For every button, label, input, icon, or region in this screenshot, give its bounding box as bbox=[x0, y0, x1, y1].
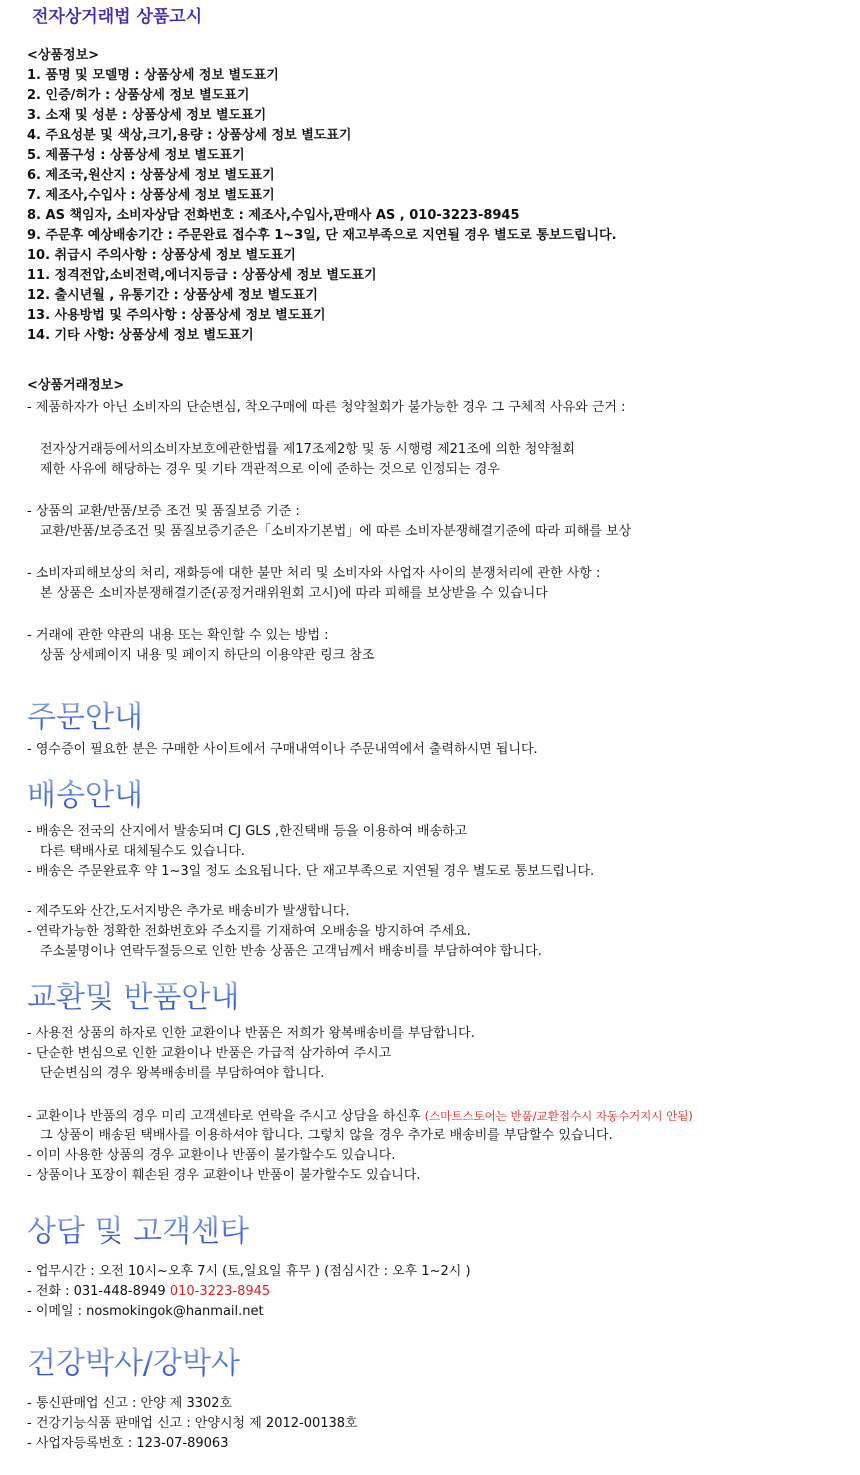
product-info-item: 13. 사용방법 및 주의사항 : 상품상세 정보 별도표기 bbox=[27, 308, 326, 323]
product-info-item: 1. 품명 및 모델명 : 상품상세 정보 별도표기 bbox=[27, 68, 279, 83]
trade-info-line: - 상품의 교환/반품/보증 조건 및 품질보증 기준 : bbox=[27, 504, 300, 519]
exchange-line: - 단순한 변심으로 인한 교환이나 반품은 가급적 삼가하여 주시고 bbox=[27, 1046, 392, 1061]
product-info-item: 6. 제조국,원산지 : 상품상세 정보 별도표기 bbox=[27, 168, 275, 183]
page-title: 전자상거래법 상품고시 bbox=[32, 7, 203, 27]
product-info-item: 5. 제품구성 : 상품상세 정보 별도표기 bbox=[27, 148, 245, 163]
support-phone-mobile: 010-3223-8945 bbox=[169, 1284, 271, 1299]
exchange-line: - 사용전 상품의 하자로 인한 교환이나 반품은 저희가 왕복배송비를 부담합니다. bbox=[27, 1026, 475, 1041]
product-info-header: <상품정보> bbox=[27, 48, 100, 63]
trade-info-header: <상품거래정보> bbox=[27, 378, 125, 393]
exchange-line: 그 상품이 배송된 택배사를 이용하셔야 합니다. 그렇치 않을 경우 추가로 배송비를 부담할수 있습니다. bbox=[40, 1128, 613, 1143]
product-info-item: 7. 제조사,수입사 : 상품상세 정보 별도표기 bbox=[27, 188, 275, 203]
trade-info-line: 전자상거래등에서의소비자보호에관한법률 제17조제2항 및 동 시행령 제21조에 의한 청약철회 bbox=[40, 442, 575, 457]
exchange-line-with-note bbox=[27, 1106, 693, 1127]
trade-info-line: 상품 상세페이지 내용 및 페이지 하단의 이용약관 링크 참조 bbox=[40, 648, 375, 663]
trade-info-line: 본 상품은 소비자분쟁해결기준(공정거래위원회 고시)에 따라 피해를 보상받을 수 있습니다 bbox=[40, 586, 548, 601]
company-line: - 사업자등록번호 : 123-07-89063 bbox=[27, 1436, 229, 1451]
support-email: - 이메일 : nosmokingok@hanmail.net bbox=[27, 1304, 264, 1319]
company-line: - 통신판매업 신고 : 안양 제 3302호 bbox=[27, 1396, 233, 1411]
company-heading: 건강박사/강박사 bbox=[27, 1344, 240, 1384]
shipping-line: - 배송은 전국의 산지에서 발송되며 CJ GLS ,한진택배 등을 이용하여 배송하고 bbox=[27, 824, 468, 839]
support-phone-line bbox=[27, 1282, 270, 1302]
product-info-item: 11. 정격전압,소비전력,에너지등급 : 상품상세 정보 별도표기 bbox=[27, 268, 377, 283]
product-info-item: 3. 소재 및 성분 : 상품상세 정보 별도표기 bbox=[27, 108, 267, 123]
company-line: - 건강기능식품 판매업 신고 : 안양시청 제 2012-00138호 bbox=[27, 1416, 358, 1431]
product-info-item: 2. 인증/허가 : 상품상세 정보 별도표기 bbox=[27, 88, 250, 103]
smartstore-note: (스마트스토어는 반품/교환접수시 자동수거지시 안됨) bbox=[424, 1109, 693, 1123]
trade-info-line: - 소비자피해보상의 처리, 재화등에 대한 불만 처리 및 소비자와 사업자 사이의 분쟁처리에 관한 사항 : bbox=[27, 566, 601, 581]
product-info-item: 14. 기타 사항: 상품상세 정보 별도표기 bbox=[27, 328, 254, 343]
exchange-heading: 교환및 반품안내 bbox=[27, 978, 239, 1018]
exchange-line: - 교환이나 반품의 경우 미리 고객센타로 연락을 주시고 상담을 하신후 bbox=[27, 1109, 421, 1124]
exchange-line: - 상품이나 포장이 훼손된 경우 교환이나 반품이 불가할수도 있습니다. bbox=[27, 1168, 421, 1183]
trade-info-line: - 제품하자가 아닌 소비자의 단순변심, 착오구매에 따른 청약철회가 불가능한 경우 그 구체적 사유와 근거 : bbox=[27, 400, 626, 415]
trade-info-line: - 거래에 관한 약관의 내용 또는 확인할 수 있는 방법 : bbox=[27, 628, 329, 643]
exchange-line: - 이미 사용한 상품의 경우 교환이나 반품이 불가할수도 있습니다. bbox=[27, 1148, 396, 1163]
product-info-item: 4. 주요성분 및 색상,크기,용량 : 상품상세 정보 별도표기 bbox=[27, 128, 352, 143]
trade-info-line: 교환/반품/보증조건 및 품질보증기준은「소비자기본법」에 따른 소비자분쟁해결기준에 따라 피해를 보상 bbox=[40, 524, 632, 539]
product-info-item: 8. AS 책임자, 소비자상담 전화번호 : 제조사,수입사,판매사 AS , 010-3223-8945 bbox=[27, 208, 520, 223]
order-heading: 주문안내 bbox=[27, 698, 143, 738]
shipping-heading: 배송안내 bbox=[27, 776, 143, 816]
trade-info-line: 제한 사유에 해당하는 경우 및 기타 객관적으로 이에 준하는 것으로 인정되는 경우 bbox=[40, 462, 500, 477]
order-line: - 영수증이 필요한 분은 구매한 사이트에서 구매내역이나 주문내역에서 출력하시면 됩니다. bbox=[27, 742, 538, 757]
shipping-line: - 제주도와 산간,도서지방은 추가로 배송비가 발생합니다. bbox=[27, 904, 350, 919]
shipping-line: - 연락가능한 정확한 전화번호와 주소지를 기재하여 오배송을 방지하여 주세요. bbox=[27, 924, 471, 939]
support-heading: 상담 및 고객센타 bbox=[27, 1212, 249, 1252]
support-hours: - 업무시간 : 오전 10시~오후 7시 (토,일요일 휴무 ) (점심시간 : 오후 1~2시 ) bbox=[27, 1264, 471, 1279]
product-info-item: 9. 주문후 예상배송기간 : 주문완료 접수후 1~3일, 단 재고부족으로 지연될 경우 별도로 통보드립니다. bbox=[27, 228, 617, 243]
shipping-line: - 배송은 주문완료후 약 1~3일 정도 소요됩니다. 단 재고부족으로 지연될 경우 별도로 통보드립니다. bbox=[27, 864, 595, 879]
product-info-item: 10. 취급시 주의사항 : 상품상세 정보 별도표기 bbox=[27, 248, 296, 263]
shipping-line: 다른 택배사로 대체될수도 있습니다. bbox=[40, 844, 245, 859]
exchange-line: 단순변심의 경우 왕복배송비를 부담하여야 합니다. bbox=[40, 1066, 325, 1081]
product-info-item: 12. 출시년월 , 유통기간 : 상품상세 정보 별도표기 bbox=[27, 288, 318, 303]
support-phone: - 전화 : 031-448-8949 bbox=[27, 1284, 166, 1299]
shipping-line: 주소불명이나 연락두절등으로 인한 반송 상품은 고객님께서 배송비를 부담하여야 합니다. bbox=[40, 944, 542, 959]
